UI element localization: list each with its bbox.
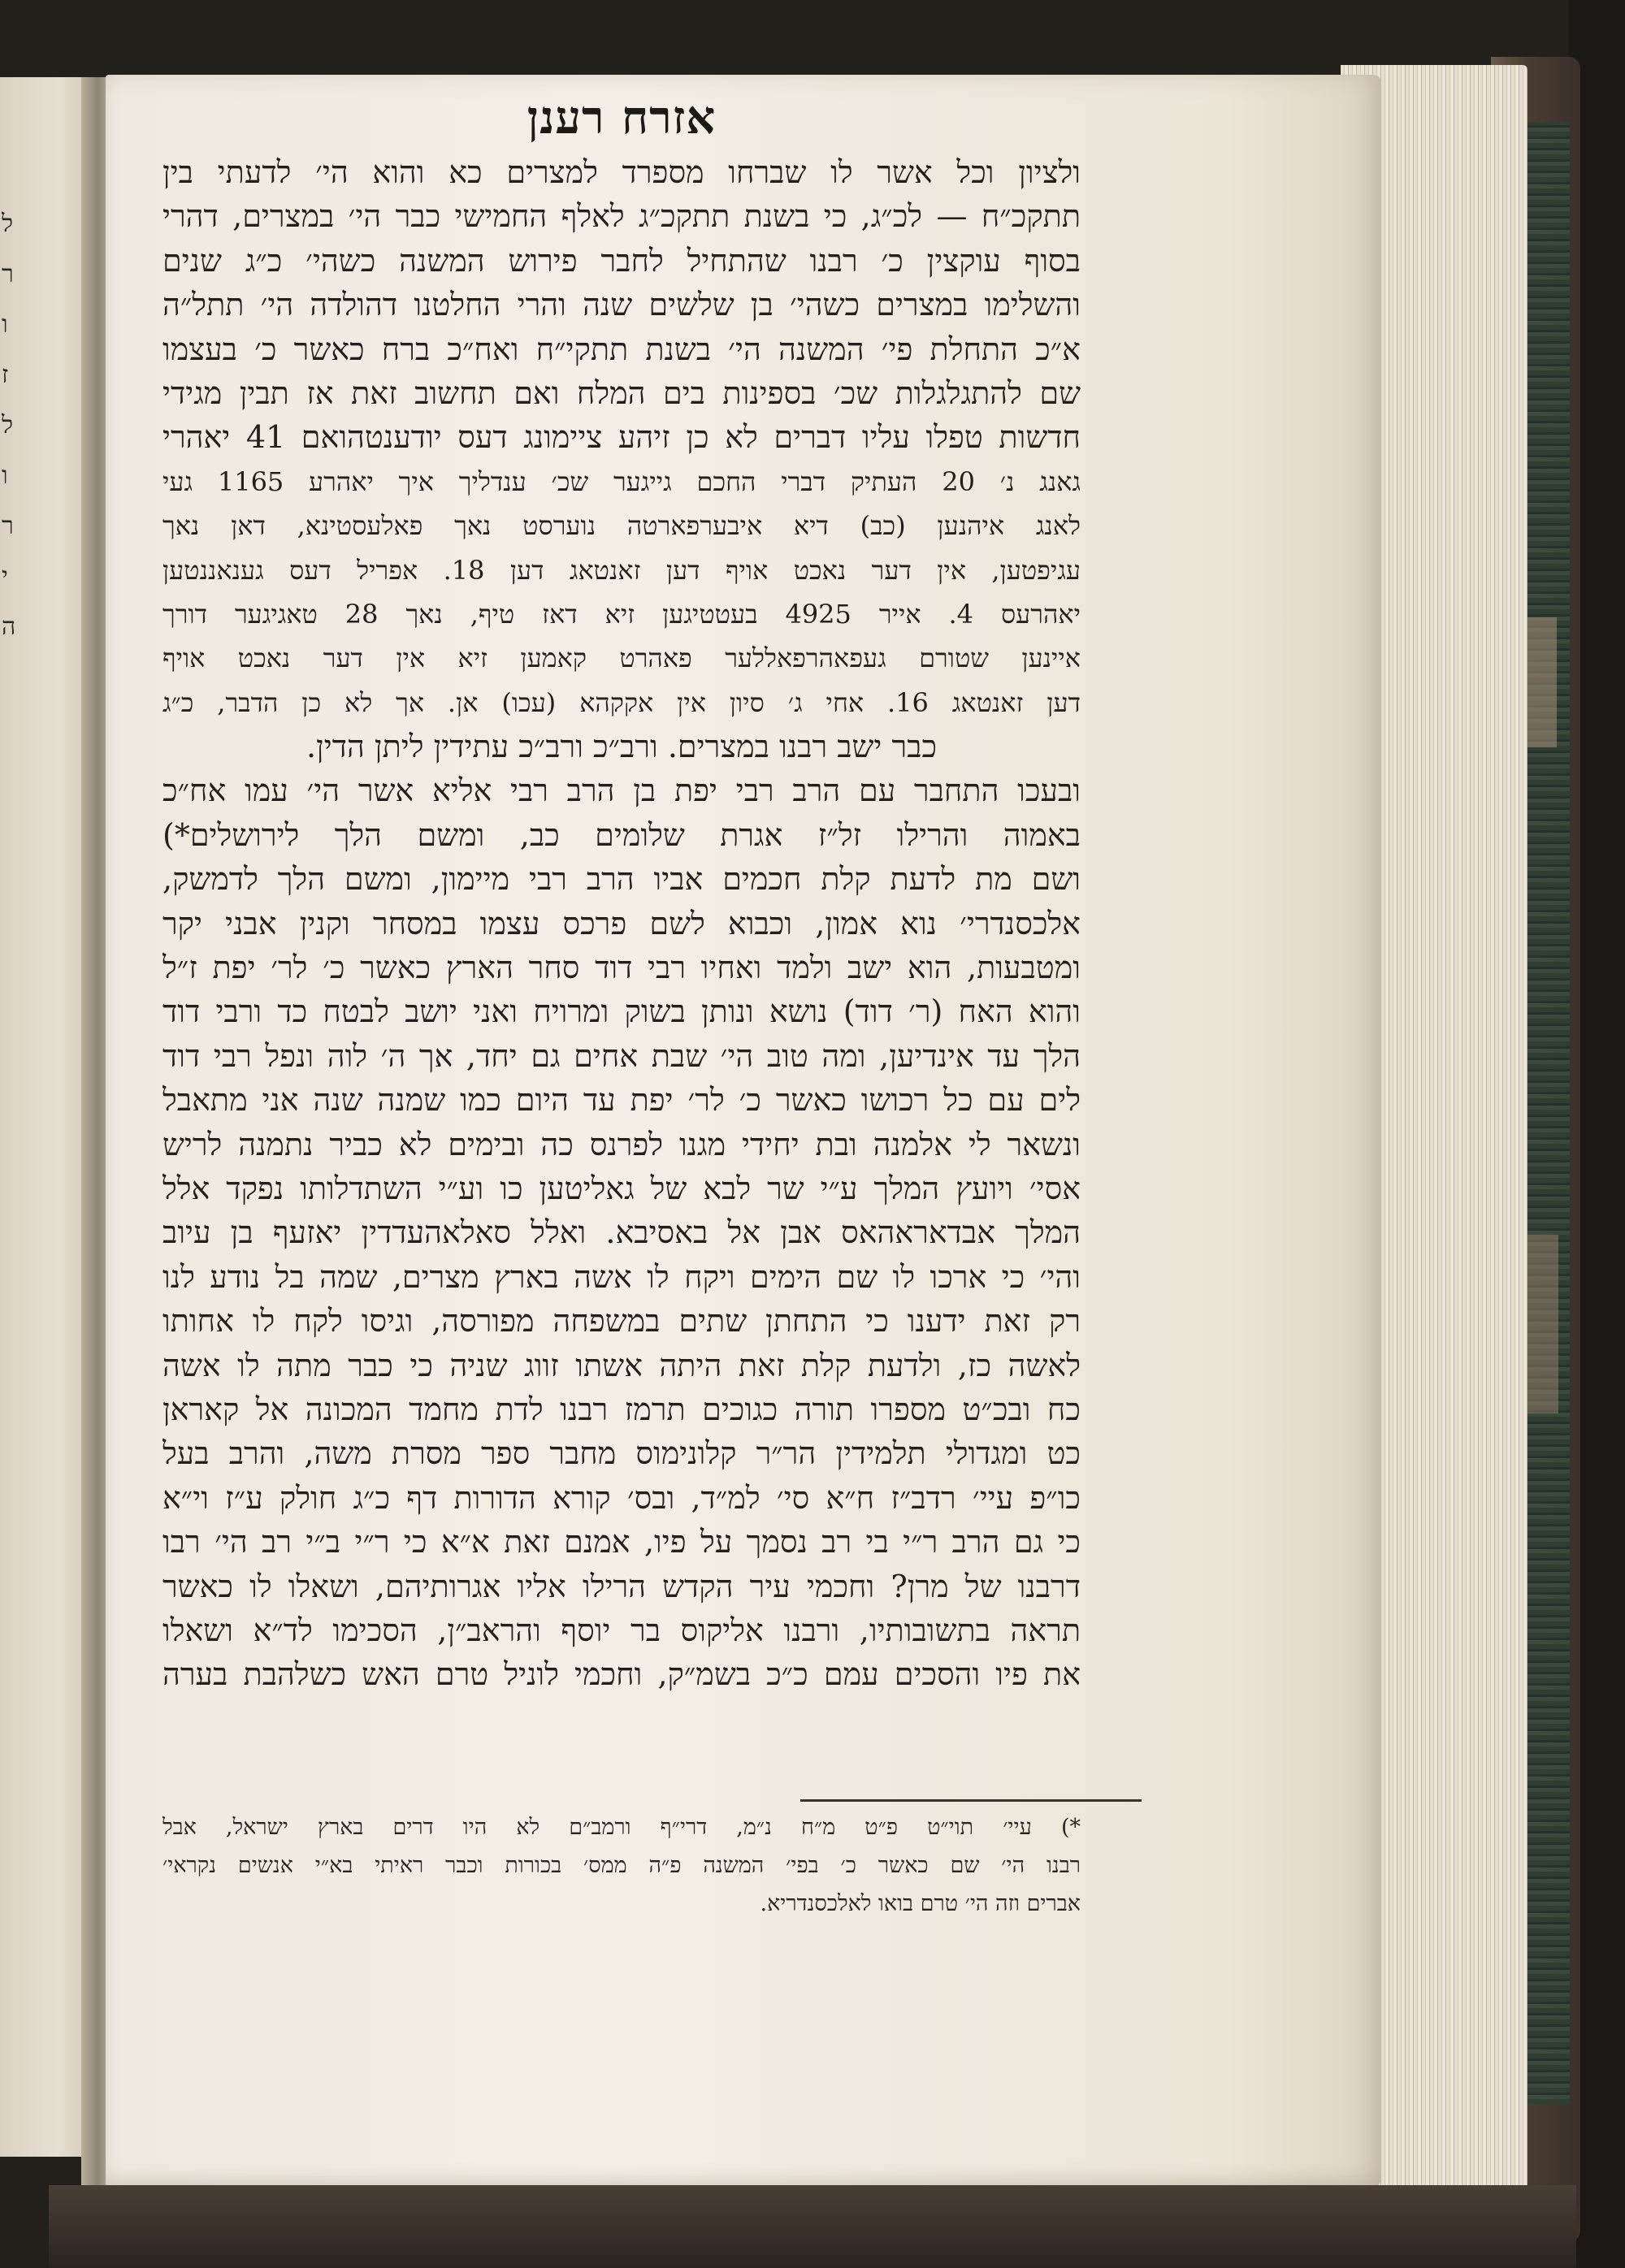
text-line: המלך אבדאראהאס אבן אל באסיבא. ואלל סאלאהעדדין יאזעף בן עיוב <box>162 1214 1081 1251</box>
text-line: לאשה כז, ולדעת קלת זאת היתה אשתו זווג שניה כי כבר מתה לו אשה <box>162 1347 1081 1383</box>
cover-wear-patch <box>1524 1235 1558 1413</box>
text-line: דען זאנטאג 16. אחי ג׳ סיון אין אקקהא (עכו) אן. אך לא כן הדבר, כ״ג <box>162 686 1081 718</box>
text-line: כט ומגדולי תלמידין הר״ר קלונימוס מחבר ספר מסרת משה, והרב בעל <box>162 1435 1081 1472</box>
left-page-fragment: ל <box>2 210 14 238</box>
text-line: בסוף עוקצין כ׳ רבנו שהתחיל לחבר פירוש המשנה כשהי׳ כ״ג שנים <box>162 242 1081 279</box>
text-line: רק זאת ידענו כי התחתן שתים במשפחה מפורסה, וגיסו לקח לו אחותו <box>162 1303 1081 1340</box>
text-line: ובעכו התחבר עם הרב רבי יפת בן הרב רבי אליא אשר הי׳ עמו אח״כ <box>162 773 1081 809</box>
text-line: אסי׳ ויועץ המלך ע״י שר לבא של גאליטען כו וע״י השתדלותו נפקד אלל <box>162 1170 1081 1206</box>
text-line: לים עם כל רכושו כאשר כ׳ לר׳ יפת עד היום כמו שמנה שנה אני מתאבל <box>162 1082 1081 1119</box>
left-page-fragment: ר <box>2 512 14 540</box>
text-line: את פיו והסכים עמם כ״כ בשמ״ק, וחכמי לוניל טרם האש כשלהבת בערה <box>162 1656 1081 1693</box>
page-title: אזרח רענן <box>526 91 717 145</box>
footnote-line: אברים וזה הי׳ טרם בואו לאלכסנדריא. <box>760 1891 1081 1916</box>
left-page-fragment: ה <box>2 612 16 641</box>
text-line: לאנג איהנען (כב) דיא איבערפארטה נוערסט נאך פאלעסטינא, דאן נאך <box>162 510 1081 542</box>
text-line: כח ובכ״ט מספרו תורה כגוכים תרמז רבנו לדת מחמד המכונה אל קאראן <box>162 1391 1081 1427</box>
text-line: דרבנו של מרן? וחכמי עיר הקדש הרילו אליו אגרותיהם, ושאלו לו כאשר <box>162 1568 1081 1604</box>
left-page-fragment: ר <box>2 260 14 288</box>
text-line: עגיפטען, אין דער נאכט אויף דען זאנטאג דען 18. אפריל דעס גענאננטען <box>162 554 1081 586</box>
book-bottom-board <box>49 2185 1576 2268</box>
text-line: באמוה והרילו זל״ז אגרת שלומים כב, ומשם הלך לירושלים*) <box>162 816 1081 853</box>
text-line: תראה בתשובותיו, ורבנו אליקוס בר יוסף והראב״ן, הסכימו לד״א ושאלו <box>162 1612 1081 1648</box>
left-page-fragment: י <box>2 562 8 591</box>
text-line: תתקכ״ח — לכ״ג, כי בשנת תתקכ״ג לאלף החמישי כבר הי׳ במצרים, דהרי <box>162 198 1081 235</box>
text-line: א״כ התחלת פי׳ המשנה הי׳ בשנת תתקי״ח ואח״כ ברח כאשר כ׳ בעצמו <box>162 331 1081 367</box>
footnotes-block <box>162 1808 1081 1923</box>
left-page-fragment: ז <box>2 361 9 389</box>
text-line: חדשות טפלו עליו דברים לא כן זיהע ציימונג דעס יודענטהואם 41 יאהרי <box>162 419 1081 456</box>
text-line: יאהרעס 4. אייר 4925 בעטטיגען זיא דאז טיף, נאך 28 טאגיגער דורך <box>162 598 1081 630</box>
text-line: והי׳ כי ארכו לו שם הימים ויקח לו אשה בארץ מצרים, שמה בל נודע לנו <box>162 1258 1081 1295</box>
text-line: ונשאר לי אלמנה ובת יחידי מגנו לפרנס כה ובימים לא כביר נתמנה לריש <box>162 1126 1081 1162</box>
text-line: כו״פ עיי׳ רדב״ז ח״א סי׳ למ״ד, ובס׳ קורא הדורות דף כ״ג חולק ע״ז וי״א <box>162 1479 1081 1516</box>
footnote-line: *) עיי׳ תוי״ט פ״ט מ״ח נ״מ, דרי״ף ורמב״ם לא היו דרים בארץ ישראל, אבל <box>162 1815 1081 1840</box>
text-line: כי גם הרב ר״י בי רב נסמך על פיו, אמנם זאת א״א כי ר״י ב״י רב הי׳ רבו <box>162 1524 1081 1560</box>
footnote-divider <box>800 1799 1142 1802</box>
text-line: גאנג נ׳ 20 העתיק דברי החכם גייגער שכ׳ ענדליך איך יאהרע 1165 געי <box>162 465 1081 497</box>
text-line: שם להתגלגלות שכ׳ בספינות בים המלח ואם תחשוב זאת אז תבין מגידי <box>162 374 1081 411</box>
text-line: ושם מת לדעת קלת חכמים אביו הרב רבי מיימון, ומשם הלך לדמשק, <box>162 861 1081 898</box>
footnote-line: רבנו הי׳ שם כאשר כ׳ בפי׳ המשנה פ״ה ממס׳ בכורות וכבר ראיתי בא״י אנשים נקראי׳ <box>162 1853 1081 1878</box>
text-line: והשלימו במצרים כשהי׳ בן שלשים שנה והרי החלטנו דהולדה הי׳ תתל״ה <box>162 287 1081 323</box>
left-page-fragment: ו <box>2 461 8 490</box>
left-page-fragment: ל <box>2 411 14 439</box>
text-line: אלכסנדרי׳ נוא אמון, וכבוא לשם פרכס עצמו במסחר וקנין אבני יקר <box>162 905 1081 941</box>
main-text-block <box>162 150 1081 1697</box>
text-line: איינען שטורם געפאהרפאללער פאהרט קאמען זיא אין דער נאכט אויף <box>162 643 1081 674</box>
text-line: ולציון וכל אשר לו שברחו מספרד למצרים כא והוא הי׳ לדעתי בין <box>162 154 1081 190</box>
text-line: כבר ישב רבנו במצרים. ורב״כ ורב״כ עתידין ליתן הדין. <box>306 729 938 765</box>
cover-wear-patch <box>1524 617 1557 747</box>
text-line: והוא האח (ר׳ דוד) נושא ונותן בשוק ומרויח ואני יושב לבטח כד ורבי דוד <box>162 993 1081 1030</box>
text-line: הלך עד אינדיען, ומה טוב הי׳ שבת אחים גם יחד, אך ה׳ לוה ונפל רבי דוד <box>162 1037 1081 1074</box>
left-page-fragment: ו <box>2 310 8 339</box>
text-line: ומטבעות, הוא ישב ולמד ואחיו רבי דוד סחר הארץ כאשר כ׳ לר׳ יפת ז״ל <box>162 950 1081 986</box>
left-page-text-fragments <box>2 199 34 2067</box>
